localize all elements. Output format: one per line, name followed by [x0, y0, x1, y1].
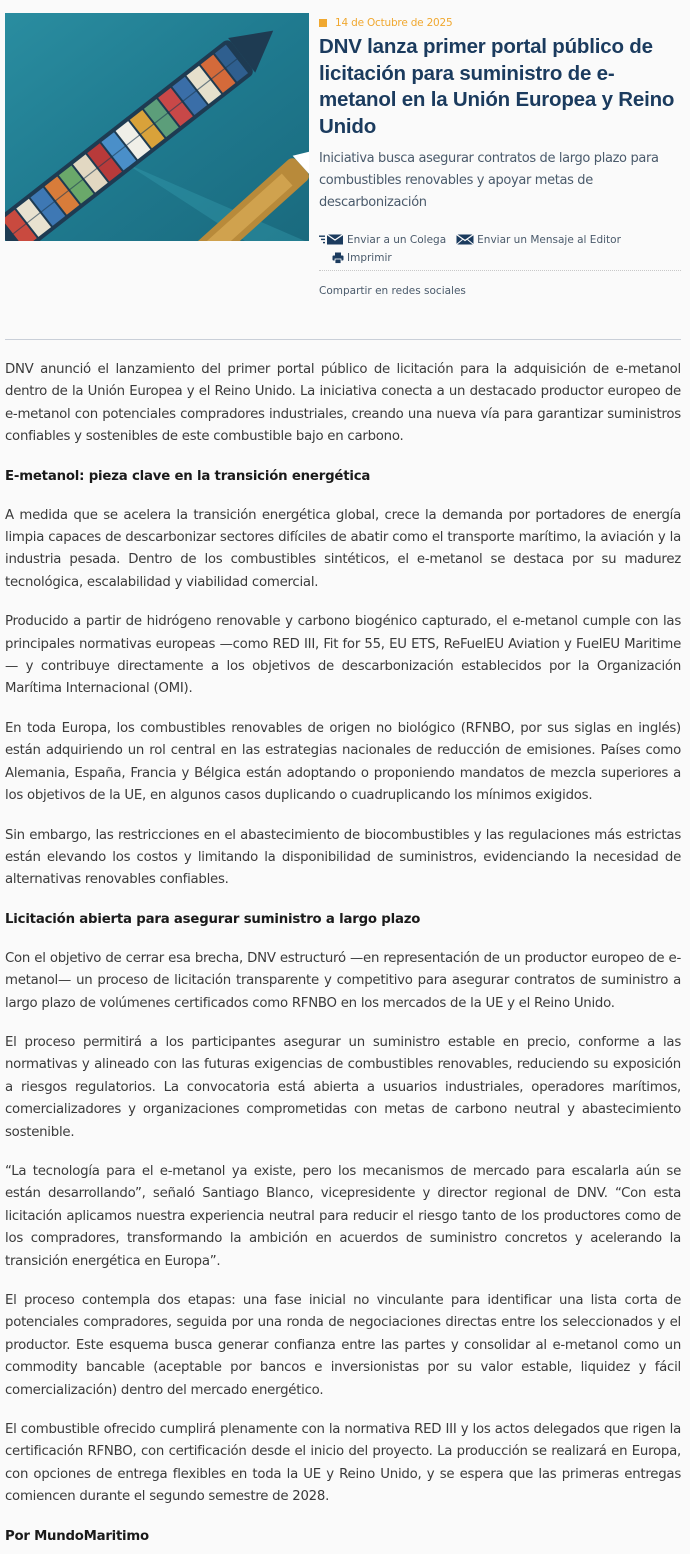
article-paragraph: A medida que se acelera la transición energética global, crece la demanda por portadores de energía limpia capaces de descarbonizar sectores difíciles de abatir como el transporte marítimo, la aviación y la industria pesada. Dentro de los combustibles sintéticos, el e-metanol se destaca por su madurez tecnológica, escalabilidad y viabilidad comercial. — [5, 507, 681, 590]
print-label: Imprimir — [347, 252, 392, 265]
send-to-colleague-label: Enviar a un Colega — [347, 233, 447, 246]
article-paragraph: Sin embargo, las restricciones en el abastecimiento de biocombustibles y las regulaciones más estrictas están elevando los costos y limitando la disponibilidad de suministros, evidenciando la necesidad de alternativas renovables confiables. — [5, 827, 681, 888]
section-heading: E-metanol: pieza clave en la transición energética — [5, 468, 371, 484]
share-social-link[interactable]: Compartir en redes sociales — [319, 285, 466, 298]
article-image — [5, 13, 309, 241]
print-link[interactable] — [332, 252, 392, 264]
article-paragraph: El proceso permitirá a los participantes asegurar un suministro estable en precio, conforme a las normativas y alineado con las futuras exigencias de combustibles renovables, reduciendo su exposición a riesgos regulatorios. La convocatoria está abierta a usuarios industriales, operadores marítimos, comercializadores y organizaciones comprometidas con metas de carbono neutral y abastecimiento sostenible. — [5, 1034, 681, 1140]
article-paragraph: El combustible ofrecido cumplirá plenamente con la normativa RED III y los actos delegados que rigen la certificación RFNBO, con certificación desde el inicio del proyecto. La producción se realizará en Europa, con opciones de entrega flexibles en toda la UE y Reino Unido, y se espera que las primeras entregas comiencen durante el segundo semestre de 2028. — [5, 1422, 681, 1505]
article-byline: Por MundoMaritimo — [5, 1528, 149, 1544]
article-header — [319, 14, 681, 297]
header-divider — [5, 339, 681, 340]
article-actions — [319, 231, 681, 297]
date-row — [319, 14, 681, 31]
printer-icon — [332, 252, 344, 264]
article-paragraph: El proceso contempla dos etapas: una fase inicial no vinculante para identificar una lista corta de potenciales compradores, seguida por una ronda de negociaciones directas entre los seleccionados y el productor. Este esquema busca generar confianza entre las partes y consolidar al e-metanol como un commodity bancable (aceptable por bancos e inversionistas por su valor estable, liquidez y fácil comercialización) dentro del mercado energético. — [5, 1293, 681, 1398]
send-to-editor-label: Enviar un Mensaje al Editor — [477, 233, 621, 246]
envelope-icon — [319, 234, 344, 245]
actions-divider — [319, 270, 681, 271]
article-paragraph: “La tecnología para el e-metanol ya existe, pero los mecanismos de mercado para escalarla aún se están desarrollando”, señaló Santiago Blanco, vicepresidente y director regional de DNV. “Con esta licitación aplicamos nuestra experiencia neutral para reducir el riesgo tanto de los productores como de los compradores, transformando la ambición en acuerdos de suministro concretos y acelerando la transición energética en Europa”. — [5, 1163, 681, 1269]
send-to-editor-link[interactable] — [456, 234, 621, 246]
envelope-icon — [456, 234, 474, 245]
section-heading: Licitación abierta para asegurar suministro a largo plazo — [5, 911, 421, 927]
date-marker-icon — [319, 19, 327, 27]
send-to-colleague-link[interactable] — [319, 234, 446, 246]
article-paragraph: Con el objetivo de cerrar esa brecha, DNV estructuró —en representación de un productor europeo de e-metanol— un proceso de licitación transparente y competitivo para asegurar contratos de suministro a largo plazo de volúmenes certificados como RFNBO en los mercados de la UE y el Reino Unido. — [5, 950, 681, 1011]
article-title: DNV lanza primer portal público de licitación para suministro de e-metanol en la Unión Europea y Reino Unido — [319, 35, 675, 138]
article-paragraph: En toda Europa, los combustibles renovables de origen no biológico (RFNBO, por sus siglas en inglés) están adquiriendo un rol central en las estrategias nacionales de reducción de emisiones. Países como Alemania, España, Francia y Bélgica están adoptando o proponiendo mandatos de mezcla superiores a los objetivos de la UE, en algunos casos duplicando o cuadruplicando los mínimos exigidos. — [5, 720, 681, 804]
container-ships-aerial-image — [5, 13, 309, 241]
article-body — [5, 359, 681, 1554]
publish-date: 14 de Octubre de 2025 — [335, 16, 453, 29]
article-subtitle: Iniciativa busca asegurar contratos de largo plazo para combustibles renovables y apoyar metas de descarbonización — [319, 151, 659, 211]
article-paragraph: Producido a partir de hidrógeno renovable y carbono biogénico capturado, el e-metanol cumple con las principales normativas europeas —como RED III, Fit for 55, EU ETS, ReFuelEU Aviation y FuelEU Maritime— y contribuye directamente a los objetivos de descarbonización establecidos por la Organización Marítima Internacional (OMI). — [5, 614, 681, 697]
article-paragraph: DNV anunció el lanzamiento del primer portal público de licitación para la adquisición de e-metanol dentro de la Unión Europea y el Reino Unido. La iniciativa conecta a un destacado productor europeo de e-metanol con potenciales compradores industriales, creando una nueva vía para garantizar suministros confiables y sostenibles de este combustible bajo en carbono. — [5, 362, 681, 445]
